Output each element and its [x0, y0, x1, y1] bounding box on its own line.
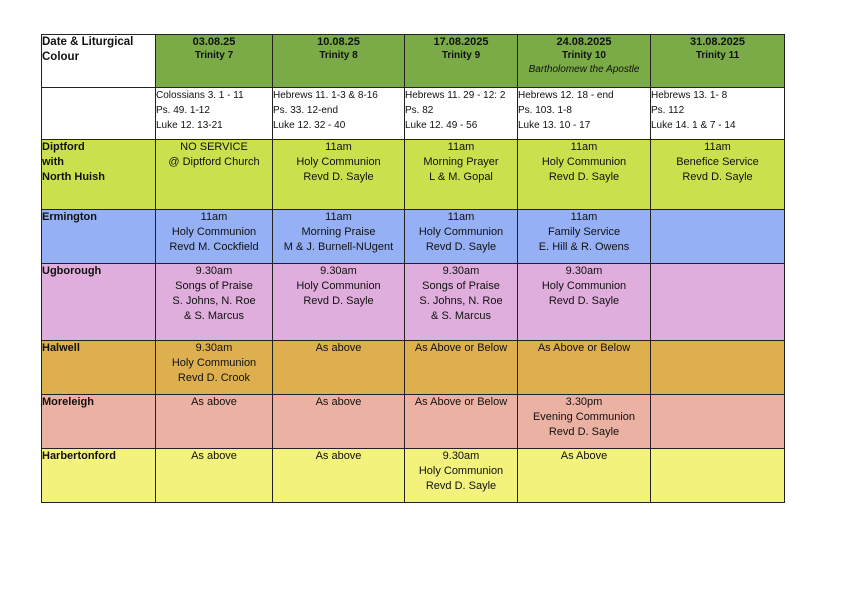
service-line: Revd M. Cockfield	[169, 241, 259, 253]
service-cell	[273, 140, 405, 210]
service-cell	[273, 341, 405, 395]
reading-line: Luke 14. 1 & 7 - 14	[651, 120, 736, 131]
readings-cell	[405, 88, 518, 140]
service-line: Holy Communion	[418, 465, 504, 477]
service-line: 11am	[447, 141, 475, 153]
date-header-row	[42, 35, 785, 88]
service-line: Holy Communion	[171, 226, 257, 238]
service-line: 11am	[447, 211, 475, 223]
service-line: As above	[315, 450, 362, 462]
church-name	[42, 210, 156, 264]
church-row	[42, 264, 785, 341]
service-cell	[156, 264, 273, 341]
service-cell	[156, 395, 273, 449]
service-line: M & J. Burnell-NUgent	[283, 241, 394, 253]
reading-line: Ps. 33. 12-end	[273, 105, 339, 116]
service-cell	[273, 264, 405, 341]
service-line: As above	[191, 396, 237, 408]
church-name-line: Harbertonford	[42, 450, 116, 462]
service-line: Holy Communion	[418, 226, 504, 238]
service-line: Holy Communion	[541, 280, 627, 292]
service-line: Holy Communion	[541, 156, 627, 168]
service-line: 9.30am	[442, 265, 480, 277]
church-name	[42, 449, 156, 503]
service-line: 9.30am	[320, 265, 357, 277]
service-date: 10.08.25	[317, 36, 360, 48]
reading-line: Ps. 103. 1-8	[518, 105, 572, 116]
service-line: 9.30am	[565, 265, 603, 277]
service-cell	[651, 210, 785, 264]
reading-line: Luke 12. 13-21	[156, 120, 223, 131]
reading-line: Ps. 82	[405, 105, 434, 116]
service-line: 11am	[704, 141, 731, 153]
service-cell	[651, 264, 785, 341]
church-name-line: with	[42, 156, 64, 168]
service-line: Revd D. Sayle	[303, 295, 374, 307]
church-name	[42, 341, 156, 395]
service-line: As Above	[560, 450, 608, 462]
service-cell	[405, 210, 518, 264]
service-cell	[405, 140, 518, 210]
service-line: Revd D. Sayle	[425, 480, 497, 492]
service-date: 24.08.2025	[556, 36, 612, 48]
service-line: Holy Communion	[296, 280, 381, 292]
service-line: Revd D. Sayle	[548, 295, 620, 307]
service-date: 17.08.2025	[433, 36, 489, 48]
service-line: As Above or Below	[414, 342, 508, 354]
service-line: S. Johns, N. Roe	[172, 295, 256, 307]
service-line: Holy Communion	[171, 357, 257, 369]
service-line: As Above or Below	[537, 342, 631, 354]
service-cell	[651, 140, 785, 210]
service-cell	[518, 264, 651, 341]
rota-body	[42, 35, 785, 503]
service-date: 03.08.25	[192, 36, 236, 48]
service-line: S. Johns, N. Roe	[419, 295, 503, 307]
readings-cell	[273, 88, 405, 140]
service-line: @ Diptford Church	[168, 156, 260, 168]
readings-cell	[651, 88, 785, 140]
church-name	[42, 395, 156, 449]
service-date: 31.08.2025	[689, 36, 746, 48]
service-cell	[273, 210, 405, 264]
service-cell	[273, 395, 405, 449]
service-line: Revd D. Crook	[177, 372, 251, 384]
service-cell	[156, 341, 273, 395]
service-line: 9.30am	[195, 265, 233, 277]
service-line: Songs of Praise	[175, 280, 253, 292]
sunday-name: Trinity 8	[319, 50, 358, 61]
date-header-cell	[273, 35, 405, 88]
date-header-cell	[518, 35, 651, 88]
corner-label: Date & Liturgical Colour	[42, 35, 156, 88]
service-rota-table	[41, 34, 785, 503]
service-line: L & M. Gopal	[429, 171, 493, 183]
church-row	[42, 140, 785, 210]
church-name-line: Halwell	[42, 342, 80, 354]
service-cell	[518, 140, 651, 210]
service-line: 11am	[325, 141, 352, 153]
service-cell	[405, 395, 518, 449]
church-name-line: Diptford	[42, 141, 85, 153]
church-name-line: Moreleigh	[42, 396, 94, 408]
reading-line: Ps. 49. 1-12	[156, 105, 210, 116]
service-line: As above	[315, 396, 362, 408]
reading-line: Luke 12. 32 - 40	[273, 120, 346, 131]
service-line: Holy Communion	[296, 156, 381, 168]
service-line: NO SERVICE	[180, 141, 248, 153]
readings-blank-cell	[42, 88, 156, 140]
service-line: 3.30pm	[565, 396, 603, 408]
service-line: As above	[315, 342, 362, 354]
service-line: 11am	[570, 211, 598, 223]
service-line: As Above or Below	[414, 396, 508, 408]
service-line: Benefice Service	[676, 156, 759, 168]
reading-line: Hebrews 12. 18 - end	[518, 90, 614, 101]
church-name-line: Ermington	[42, 211, 97, 223]
service-line: Revd D. Sayle	[548, 426, 620, 438]
church-name	[42, 140, 156, 210]
service-cell	[651, 341, 785, 395]
service-cell	[651, 449, 785, 503]
reading-line: Luke 13. 10 - 17	[518, 120, 591, 131]
readings-row	[42, 88, 785, 140]
church-row	[42, 395, 785, 449]
church-name-line: North Huish	[42, 171, 105, 183]
service-line: Revd D. Sayle	[682, 171, 753, 183]
service-cell	[405, 341, 518, 395]
sunday-name: Trinity 10	[562, 50, 606, 61]
church-row	[42, 341, 785, 395]
readings-cell	[518, 88, 651, 140]
service-line: E. Hill & R. Owens	[538, 241, 630, 253]
service-cell	[518, 449, 651, 503]
readings-cell	[156, 88, 273, 140]
sunday-name: Trinity 9	[441, 50, 481, 61]
service-line: Morning Praise	[301, 226, 376, 238]
service-line: Revd D. Sayle	[425, 241, 497, 253]
church-row	[42, 449, 785, 503]
reading-line: Luke 12. 49 - 56	[405, 120, 478, 131]
reading-line: Hebrews 13. 1- 8	[651, 90, 728, 101]
date-header-cell	[405, 35, 518, 88]
service-cell	[156, 449, 273, 503]
service-line: Songs of Praise	[422, 280, 500, 292]
service-cell	[518, 395, 651, 449]
service-line: 11am	[570, 141, 598, 153]
reading-line: Ps. 112	[651, 105, 685, 116]
date-header-cell	[156, 35, 273, 88]
service-cell	[405, 264, 518, 341]
service-line: 11am	[325, 211, 352, 223]
date-header-cell	[651, 35, 785, 88]
church-name-line: Ugborough	[42, 265, 102, 277]
service-line: 11am	[200, 211, 228, 223]
service-line: Revd D. Sayle	[548, 171, 620, 183]
service-cell	[651, 395, 785, 449]
church-row	[42, 210, 785, 264]
service-cell	[156, 210, 273, 264]
service-cell	[405, 449, 518, 503]
service-line: 9.30am	[195, 342, 233, 354]
sunday-name: Trinity 7	[194, 50, 234, 61]
service-cell	[156, 140, 273, 210]
service-line: 9.30am	[442, 450, 480, 462]
service-line: Morning Prayer	[423, 156, 499, 168]
service-line: Family Service	[547, 226, 621, 238]
service-cell	[273, 449, 405, 503]
service-line: & S. Marcus	[431, 310, 491, 322]
service-cell	[518, 210, 651, 264]
service-line: As above	[191, 450, 237, 462]
feast-day: Bartholomew the Apostle	[528, 64, 640, 75]
service-line: & S. Marcus	[184, 310, 244, 322]
reading-line: Hebrews 11. 29 - 12: 2	[405, 90, 506, 101]
service-cell	[518, 341, 651, 395]
reading-line: Hebrews 11. 1-3 & 8-16	[273, 90, 378, 101]
church-name	[42, 264, 156, 341]
reading-line: Colossians 3. 1 - 11	[156, 90, 244, 101]
sunday-name: Trinity 11	[695, 50, 740, 61]
service-line: Evening Communion	[532, 411, 636, 423]
service-line: Revd D. Sayle	[303, 171, 374, 183]
